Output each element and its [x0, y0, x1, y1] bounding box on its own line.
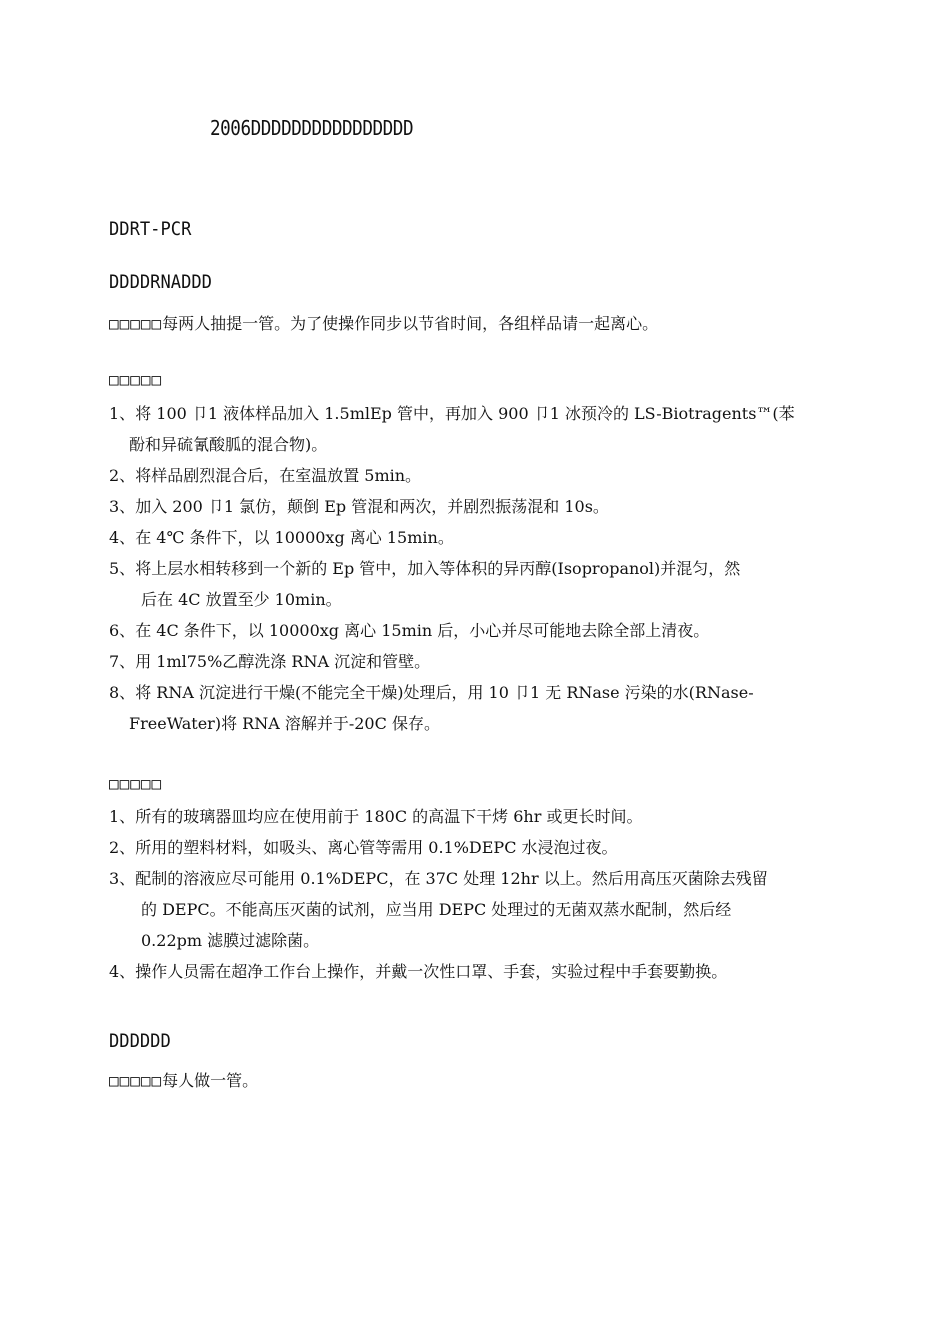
step-number: 7、	[109, 652, 136, 671]
intro-paragraph	[109, 311, 658, 334]
note-text-continued-2: 0.22pm 滤膜过滤除菌。	[141, 931, 320, 950]
note-text: 所用的塑料材料，如吸头、离心管等需用 0.1%DEPC 水浸泡过夜。	[135, 838, 618, 857]
section-heading-ddrt-pcr: DDRT-PCR	[109, 218, 192, 240]
step-item-5	[109, 553, 849, 615]
step-number: 4、	[109, 528, 136, 547]
note-number: 2、	[109, 838, 136, 857]
step-item-6	[109, 615, 849, 646]
step-text-continued: FreeWater)将 RNA 溶解并于-20C 保存。	[129, 714, 440, 733]
outro-paragraph	[109, 1068, 258, 1091]
notes-list	[109, 801, 849, 987]
note-text: 所有的玻璃器皿均应在使用前于 180C 的高温下干烤 6hr 或更长时间。	[135, 807, 643, 826]
step-text: 在 4C 条件下，以 10000xg 离心 15min 后，小心并尽可能地去除全部上清夜。	[135, 621, 710, 640]
note-text-continued: 的 DEPC。不能高压灭菌的试剂，应当用 DEPC 处理过的无菌双蒸水配制，然后经	[141, 900, 732, 919]
step-item-2	[109, 460, 849, 491]
step-item-4	[109, 522, 849, 553]
note-item-1	[109, 801, 849, 832]
section-heading-rna-extraction: DDDDRNADDD	[109, 271, 212, 293]
document-title: 2006DDDDDDDDDDDDDDDD	[210, 116, 414, 140]
section-heading-third: DDDDDD	[109, 1030, 171, 1052]
note-number: 3、	[109, 869, 136, 888]
step-number: 1、	[109, 404, 136, 423]
note-item-4	[109, 956, 849, 987]
note-item-3	[109, 863, 849, 956]
steps-heading: □□□□□	[109, 370, 163, 389]
step-text: 将 RNA 沉淀进行干燥(不能完全干燥)处理后，用 10 卩1 无 RNase 污染的水(RNase-	[135, 683, 754, 702]
outro-text: 每人做一管。	[162, 1071, 259, 1090]
step-number: 5、	[109, 559, 136, 578]
steps-list	[109, 398, 849, 739]
step-text: 用 1ml75%乙醇洗涤 RNA 沉淀和管壁。	[135, 652, 431, 671]
step-text: 将样品剧烈混合后，在室温放置 5min。	[135, 466, 422, 485]
step-text: 在 4℃ 条件下，以 10000xg 离心 15min。	[135, 528, 454, 547]
note-item-2	[109, 832, 849, 863]
step-item-3	[109, 491, 849, 522]
step-item-7	[109, 646, 849, 677]
step-number: 8、	[109, 683, 136, 702]
note-number: 1、	[109, 807, 136, 826]
step-number: 2、	[109, 466, 136, 485]
intro-text: 每两人抽提一管。为了使操作同步以节省时间，各组样品请一起离心。	[162, 314, 659, 333]
step-item-8	[109, 677, 849, 739]
step-number: 6、	[109, 621, 136, 640]
step-text-continued: 后在 4C 放置至少 10min。	[141, 590, 342, 609]
step-number: 3、	[109, 497, 136, 516]
step-text: 加入 200 卩1 氯仿，颠倒 Ep 管混和两次，并剧烈振荡混和 10s。	[135, 497, 609, 516]
outro-placeholder-boxes: □□□□□	[109, 1071, 163, 1090]
note-number: 4、	[109, 962, 136, 981]
note-text: 配制的溶液应尽可能用 0.1%DEPC，在 37C 处理 12hr 以上。然后用高压灭菌除去残留	[135, 869, 768, 888]
intro-placeholder-boxes: □□□□□	[109, 314, 163, 333]
note-text: 操作人员需在超净工作台上操作，并戴一次性口罩、手套，实验过程中手套要勤换。	[135, 962, 728, 981]
step-item-1	[109, 398, 849, 460]
notes-heading: □□□□□	[109, 774, 163, 793]
step-text-continued: 酚和异硫氰酸胍的混合物)。	[129, 435, 328, 454]
step-text: 将上层水相转移到一个新的 Ep 管中，加入等体积的异丙醇(Isopropanol)并混匀，然	[135, 559, 741, 578]
step-text: 将 100 卩1 液体样品加入 1.5mlEp 管中，再加入 900 卩1 冰预冷的 LS-Biotragents™(苯	[135, 404, 795, 423]
